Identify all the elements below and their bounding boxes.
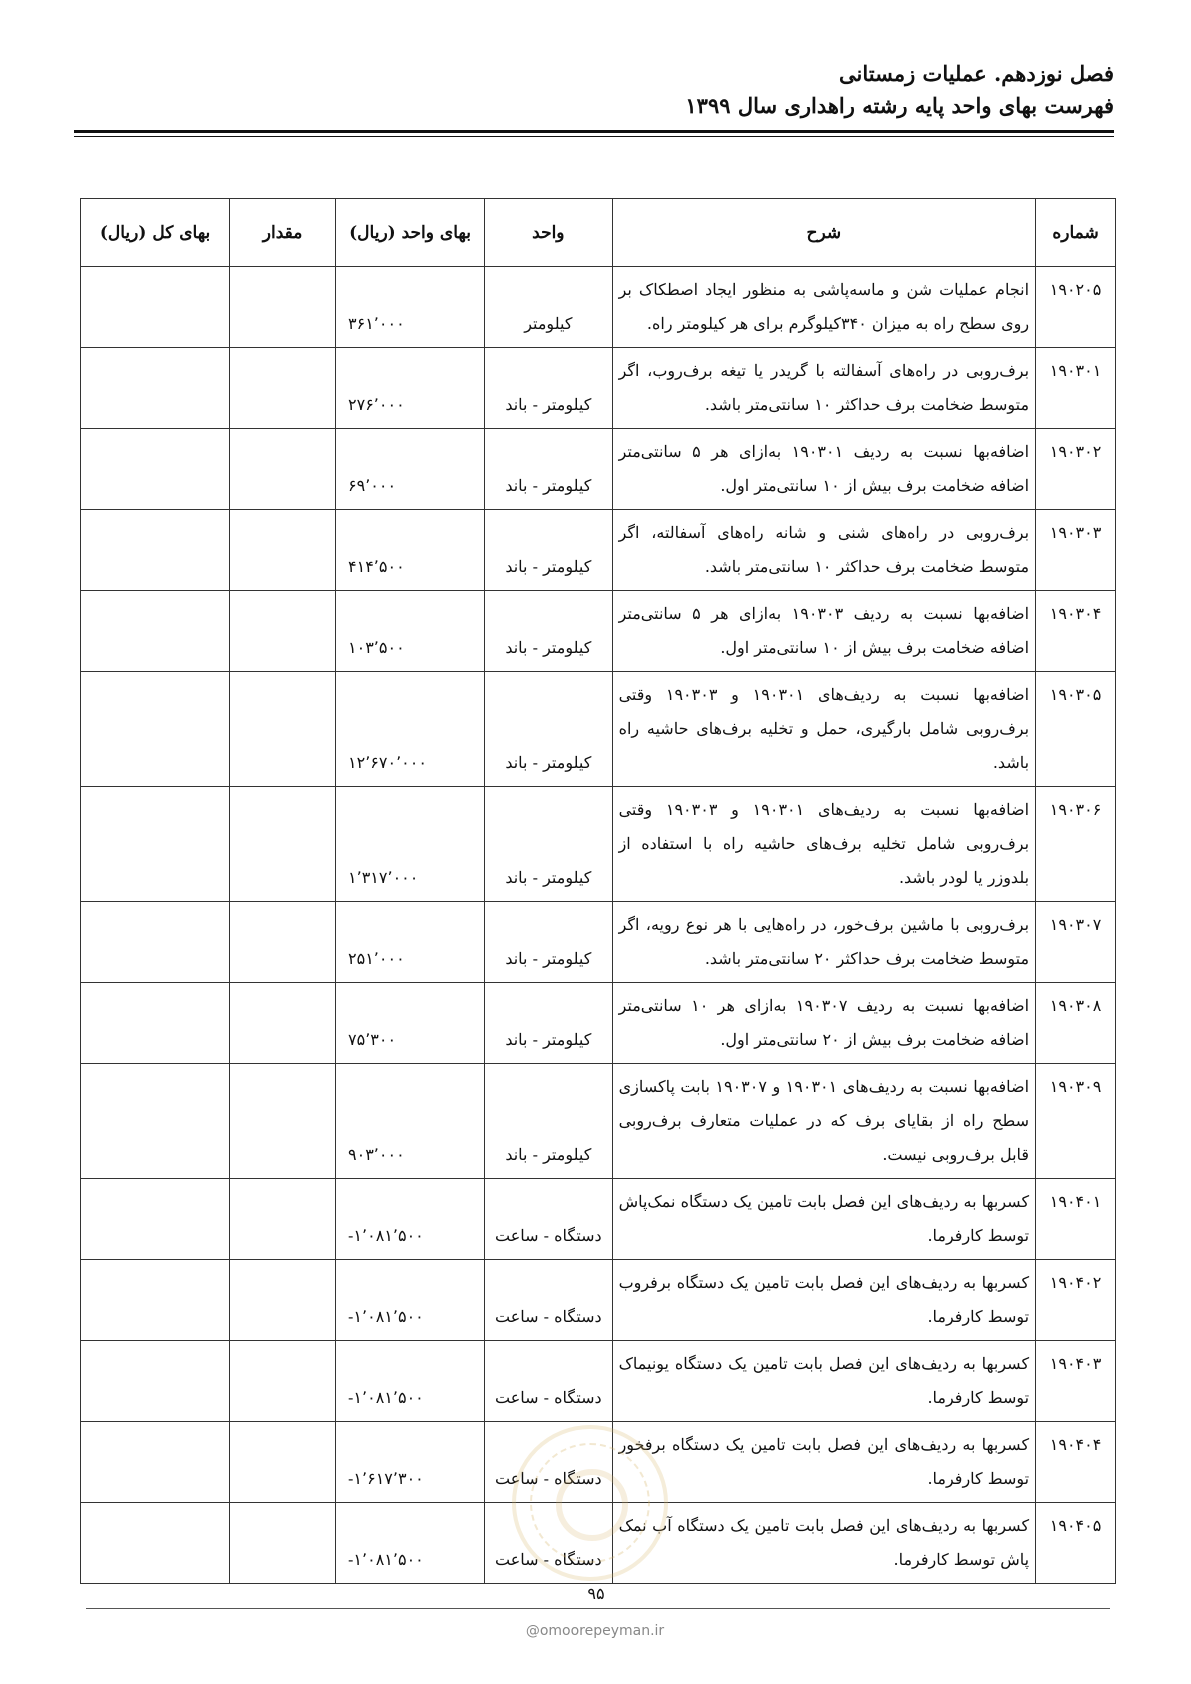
row-total-price [81, 1260, 230, 1341]
row-description: اضافه‌بها نسبت به ردیف‌های ۱۹۰۳۰۱ و ۱۹۰۳۰۷ بابت پاکسازی سطح راه از بقایای برف که در عملیات متعارف برف‌روبی قابل برف‌روبی نیست. [612, 1064, 1036, 1179]
row-unit: کیلومتر - باند [485, 348, 612, 429]
row-description: کسربها به ردیف‌های این فصل بابت تامین یک دستگاه نمک‌پاش توسط کارفرما. [612, 1179, 1036, 1260]
row-description: برف‌روبی با ماشین برف‌خور، در راه‌هایی با هر نوع رویه، اگر متوسط ضخامت برف حداکثر ۲۰ سانتی‌متر باشد. [612, 902, 1036, 983]
row-code: ۱۹۰۴۰۳ [1036, 1341, 1116, 1422]
price-table [80, 198, 1116, 1584]
row-unit-price: ۹۰۳٬۰۰۰ [336, 1064, 485, 1179]
row-code: ۱۹۰۴۰۵ [1036, 1503, 1116, 1584]
row-quantity [230, 591, 336, 672]
row-code: ۱۹۰۳۰۸ [1036, 983, 1116, 1064]
row-code: ۱۹۰۳۰۲ [1036, 429, 1116, 510]
row-quantity [230, 429, 336, 510]
row-unit: کیلومتر - باند [485, 1064, 612, 1179]
row-unit: کیلومتر - باند [485, 591, 612, 672]
row-quantity [230, 1179, 336, 1260]
row-description: کسربها به ردیف‌های این فصل بابت تامین یک دستگاه یونیماک توسط کارفرما. [612, 1341, 1036, 1422]
header-rule-thick [74, 130, 1114, 133]
row-unit: دستگاه - ساعت [485, 1179, 612, 1260]
chapter-title: فصل نوزدهم. عملیات زمستانی [839, 61, 1114, 86]
row-code: ۱۹۰۳۰۴ [1036, 591, 1116, 672]
row-total-price [81, 510, 230, 591]
row-quantity [230, 1064, 336, 1179]
price-list-title: فهرست بهای واحد پایه رشته راهداری سال ۱۳۹۹ [685, 93, 1114, 118]
row-code: ۱۹۰۳۰۳ [1036, 510, 1116, 591]
row-quantity [230, 1341, 336, 1422]
row-unit-price: -۱٬۶۱۷٬۳۰۰ [336, 1422, 485, 1503]
website-watermark: @omoorepeyman.ir [525, 1623, 665, 1639]
row-total-price [81, 1341, 230, 1422]
column-header-number: شماره [1036, 199, 1116, 267]
row-description: برف‌روبی در راه‌های آسفالته با گریدر یا تیغه برف‌روب، اگر متوسط ضخامت برف حداکثر ۱۰ سانتی‌متر باشد. [612, 348, 1036, 429]
footer-rule [86, 1608, 1110, 1609]
row-quantity [230, 348, 336, 429]
row-unit-price: ۶۹٬۰۰۰ [336, 429, 485, 510]
row-code: ۱۹۰۴۰۴ [1036, 1422, 1116, 1503]
header-rule-thin [74, 136, 1114, 137]
row-quantity [230, 983, 336, 1064]
table-row [81, 1064, 1116, 1179]
row-unit: دستگاه - ساعت [485, 1422, 612, 1503]
table-row [81, 591, 1116, 672]
row-unit: کیلومتر - باند [485, 983, 612, 1064]
row-total-price [81, 348, 230, 429]
row-unit-price: -۱٬۰۸۱٬۵۰۰ [336, 1341, 485, 1422]
row-code: ۱۹۰۲۰۵ [1036, 267, 1116, 348]
row-description: اضافه‌بها نسبت به ردیف‌های ۱۹۰۳۰۱ و ۱۹۰۳۰۳ وقتی برف‌روبی شامل تخلیه برف‌های حاشیه راه با استفاده از بلدوزر یا لودر باشد. [612, 787, 1036, 902]
row-total-price [81, 1503, 230, 1584]
row-unit: کیلومتر - باند [485, 429, 612, 510]
column-header-unit: واحد [485, 199, 612, 267]
row-unit-price: ۲۵۱٬۰۰۰ [336, 902, 485, 983]
row-description: اضافه‌بها نسبت به ردیف ۱۹۰۳۰۱ به‌ازای هر ۵ سانتی‌متر اضافه ضخامت برف بیش از ۱۰ سانتی‌متر اول. [612, 429, 1036, 510]
row-quantity [230, 1503, 336, 1584]
row-total-price [81, 902, 230, 983]
row-code: ۱۹۰۴۰۱ [1036, 1179, 1116, 1260]
row-unit: دستگاه - ساعت [485, 1503, 612, 1584]
row-description: اضافه‌بها نسبت به ردیف‌های ۱۹۰۳۰۱ و ۱۹۰۳۰۳ وقتی برف‌روبی شامل بارگیری، حمل و تخلیه برف‌های حاشیه راه باشد. [612, 672, 1036, 787]
row-description: کسربها به ردیف‌های این فصل بابت تامین یک دستگاه برفخور توسط کارفرما. [612, 1422, 1036, 1503]
row-unit-price: -۱٬۰۸۱٬۵۰۰ [336, 1260, 485, 1341]
column-header-total-price: بهای کل (ریال) [81, 199, 230, 267]
row-unit-price: -۱٬۰۸۱٬۵۰۰ [336, 1179, 485, 1260]
watermark-seal-icon [512, 1425, 668, 1581]
row-unit: کیلومتر - باند [485, 902, 612, 983]
row-unit-price: ۴۱۴٬۵۰۰ [336, 510, 485, 591]
row-total-price [81, 787, 230, 902]
column-header-description: شرح [612, 199, 1036, 267]
table-row [81, 267, 1116, 348]
row-code: ۱۹۰۳۰۱ [1036, 348, 1116, 429]
row-description: اضافه‌بها نسبت به ردیف ۱۹۰۳۰۳ به‌ازای هر ۵ سانتی‌متر اضافه ضخامت برف بیش از ۱۰ سانتی‌متر اول. [612, 591, 1036, 672]
page-number: ۹۵ [587, 1584, 605, 1603]
row-quantity [230, 267, 336, 348]
table-row [81, 1260, 1116, 1341]
row-total-price [81, 1064, 230, 1179]
table-row [81, 672, 1116, 787]
row-description: کسربها به ردیف‌های این فصل بابت تامین یک دستگاه آب نمک پاش توسط کارفرما. [612, 1503, 1036, 1584]
row-unit-price: ۷۵٬۳۰۰ [336, 983, 485, 1064]
table-row [81, 983, 1116, 1064]
row-description: برف‌روبی در راه‌های شنی و شانه راه‌های آسفالته، اگر متوسط ضخامت برف حداکثر ۱۰ سانتی‌متر باشد. [612, 510, 1036, 591]
row-description: انجام عملیات شن و ماسه‌پاشی به منظور ایجاد اصطکاک بر روی سطح راه به میزان ۳۴۰کیلوگرم برای هر کیلومتر راه. [612, 267, 1036, 348]
row-code: ۱۹۰۳۰۷ [1036, 902, 1116, 983]
row-total-price [81, 591, 230, 672]
table-row [81, 902, 1116, 983]
column-header-quantity: مقدار [230, 199, 336, 267]
row-quantity [230, 1260, 336, 1341]
row-unit: کیلومتر [485, 267, 612, 348]
row-quantity [230, 510, 336, 591]
table-row [81, 787, 1116, 902]
row-quantity [230, 787, 336, 902]
row-unit-price: ۱۰۳٬۵۰۰ [336, 591, 485, 672]
row-code: ۱۹۰۳۰۵ [1036, 672, 1116, 787]
row-unit: دستگاه - ساعت [485, 1341, 612, 1422]
table-row [81, 429, 1116, 510]
row-unit-price: ۲۷۶٬۰۰۰ [336, 348, 485, 429]
row-quantity [230, 672, 336, 787]
row-total-price [81, 429, 230, 510]
row-total-price [81, 983, 230, 1064]
column-header-unit-price: بهای واحد (ریال) [336, 199, 485, 267]
table-row [81, 348, 1116, 429]
page-header [74, 58, 1114, 122]
row-unit-price: ۳۶۱٬۰۰۰ [336, 267, 485, 348]
row-unit-price: -۱٬۰۸۱٬۵۰۰ [336, 1503, 485, 1584]
row-unit: دستگاه - ساعت [485, 1260, 612, 1341]
row-total-price [81, 267, 230, 348]
row-code: ۱۹۰۳۰۶ [1036, 787, 1116, 902]
row-description: کسربها به ردیف‌های این فصل بابت تامین یک دستگاه برفروب توسط کارفرما. [612, 1260, 1036, 1341]
row-quantity [230, 1422, 336, 1503]
row-unit: کیلومتر - باند [485, 787, 612, 902]
table-row [81, 1179, 1116, 1260]
row-total-price [81, 1179, 230, 1260]
row-code: ۱۹۰۴۰۲ [1036, 1260, 1116, 1341]
row-quantity [230, 902, 336, 983]
table-row [81, 510, 1116, 591]
row-total-price [81, 1422, 230, 1503]
row-code: ۱۹۰۳۰۹ [1036, 1064, 1116, 1179]
row-description: اضافه‌بها نسبت به ردیف ۱۹۰۳۰۷ به‌ازای هر ۱۰ سانتی‌متر اضافه ضخامت برف بیش از ۲۰ سانتی‌متر اول. [612, 983, 1036, 1064]
row-unit-price: ۱۲٬۶۷۰٬۰۰۰ [336, 672, 485, 787]
row-unit-price: ۱٬۳۱۷٬۰۰۰ [336, 787, 485, 902]
table-row [81, 1341, 1116, 1422]
table-header-row [81, 199, 1116, 267]
row-total-price [81, 672, 230, 787]
row-unit: کیلومتر - باند [485, 510, 612, 591]
row-unit: کیلومتر - باند [485, 672, 612, 787]
